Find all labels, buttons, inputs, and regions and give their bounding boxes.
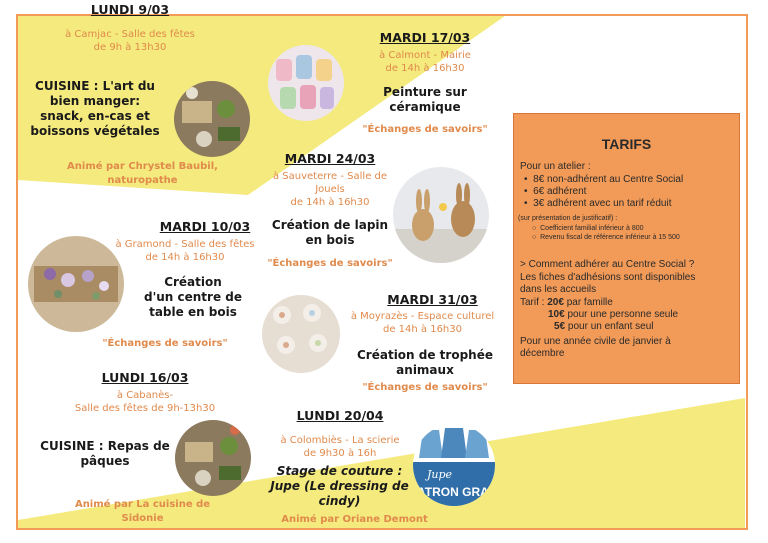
event-title: CUISINE : Repas de pâques [40,439,170,468]
price-list [524,174,683,210]
event-place: à Colombiès - La scierie de 9h30 à 16h [280,435,400,459]
event-title: CUISINE : L'art du bien manger: snack, en-cas et boissons végétales [30,79,160,138]
event-title: Création de trophée animaux [357,348,493,377]
event-lundi-20-04 [270,408,410,423]
event-place-line: à Camjac - Salle des fêtes [65,29,195,40]
event-date: LUNDI 20/04 [296,408,384,423]
event-place: à Cabanès- Salle des fêtes de 9h-13h30 [74,390,216,414]
event-date: LUNDI 16/03 [101,370,189,385]
wooden-rabbit-photo [393,167,489,263]
price-item: • 6€ adhérent [524,186,587,197]
event-title: Peinture sur céramique [383,85,467,114]
event-place [45,28,215,54]
event-mardi-17-03 [350,30,500,45]
event-mardi-10-03 [145,219,265,234]
event-place: à Moyrazès - Espace culturel de 14h à 16h30 [350,311,495,335]
tarif-child: 5€ pour un enfant seul [554,321,654,332]
price-item: • 8€ non-adhérent au Centre Social [524,174,684,185]
condition-item: ○ Revenu fiscal de référence inférieur à 15 500 [532,234,680,241]
event-tag: "Échanges de savoirs" [102,338,228,349]
event-place: à Calmont - Mairie de 14h à 16h30 [379,50,471,74]
tarifs-title: TARIFS [601,136,652,152]
cooking-photo-1 [174,81,250,157]
event-date: MARDI 17/03 [379,30,471,45]
event-date: MARDI 24/03 [284,151,376,166]
event-date: MARDI 10/03 [159,219,251,234]
tarif-family: Tarif : 20€ par famille [520,297,613,308]
event-title: Création d'un centre de table en bois [143,275,243,319]
skirt-script-text: Jupe [427,468,453,481]
justificatif-note: (sur présentation de justificatif) : [518,215,618,222]
validity-info: Pour une année civile de janvier à décembre [520,336,671,359]
event-lundi-9-03 [45,2,215,17]
ceramic-photo [268,45,344,121]
event-animator: Animé par Chrystel Baubil, naturopathe [67,161,218,186]
event-lundi-16-03 [80,370,210,385]
event-title: Stage de couture : Jupe (Le dressing de cindy) [270,464,409,508]
event-title: Création de lapin en bois [271,218,389,247]
table-centerpiece-photo [28,236,124,332]
condition-item: ○ Coefficient familial inférieur à 800 [532,225,644,232]
tarifs-panel [513,113,740,384]
animal-trophy-photo [262,295,340,373]
event-tag: "Échanges de savoirs" [362,124,488,135]
event-date: LUNDI 9/03 [90,2,170,17]
event-tag: "Échanges de savoirs" [267,258,393,269]
event-place: à Sauveterre - Salle de Jouels de 14h à 16h30 [272,171,388,208]
event-place: à Gramond - Salle des fêtes de 14h à 16h30 [115,239,255,263]
event-animator: Animé par Oriane Demont [281,514,428,525]
conditions-list [532,224,680,242]
event-tag: "Échanges de savoirs" [362,382,488,393]
price-item: • 3€ adhérent avec un tarif réduit [524,198,672,209]
tarifs-intro: Pour un atelier : [520,161,591,172]
event-mardi-24-03 [265,151,395,166]
event-mardi-31-03 [365,292,500,307]
skirt-pattern-text: ATRON GRAT [417,485,495,499]
event-hours: de 9h à 13h30 [93,42,167,53]
adhesion-question: > Comment adhérer au Centre Social ? [520,259,695,270]
adhesion-info: Les fiches d'adhésions sont disponibles dans les accueils [520,272,696,295]
cooking-photo-2 [175,420,251,496]
skirt-pattern-photo [413,424,495,506]
tarif-single: 10€ pour une personne seule [548,309,679,320]
event-animator: Animé par La cuisine de Sidonie [74,499,211,524]
event-date: MARDI 31/03 [387,292,478,307]
